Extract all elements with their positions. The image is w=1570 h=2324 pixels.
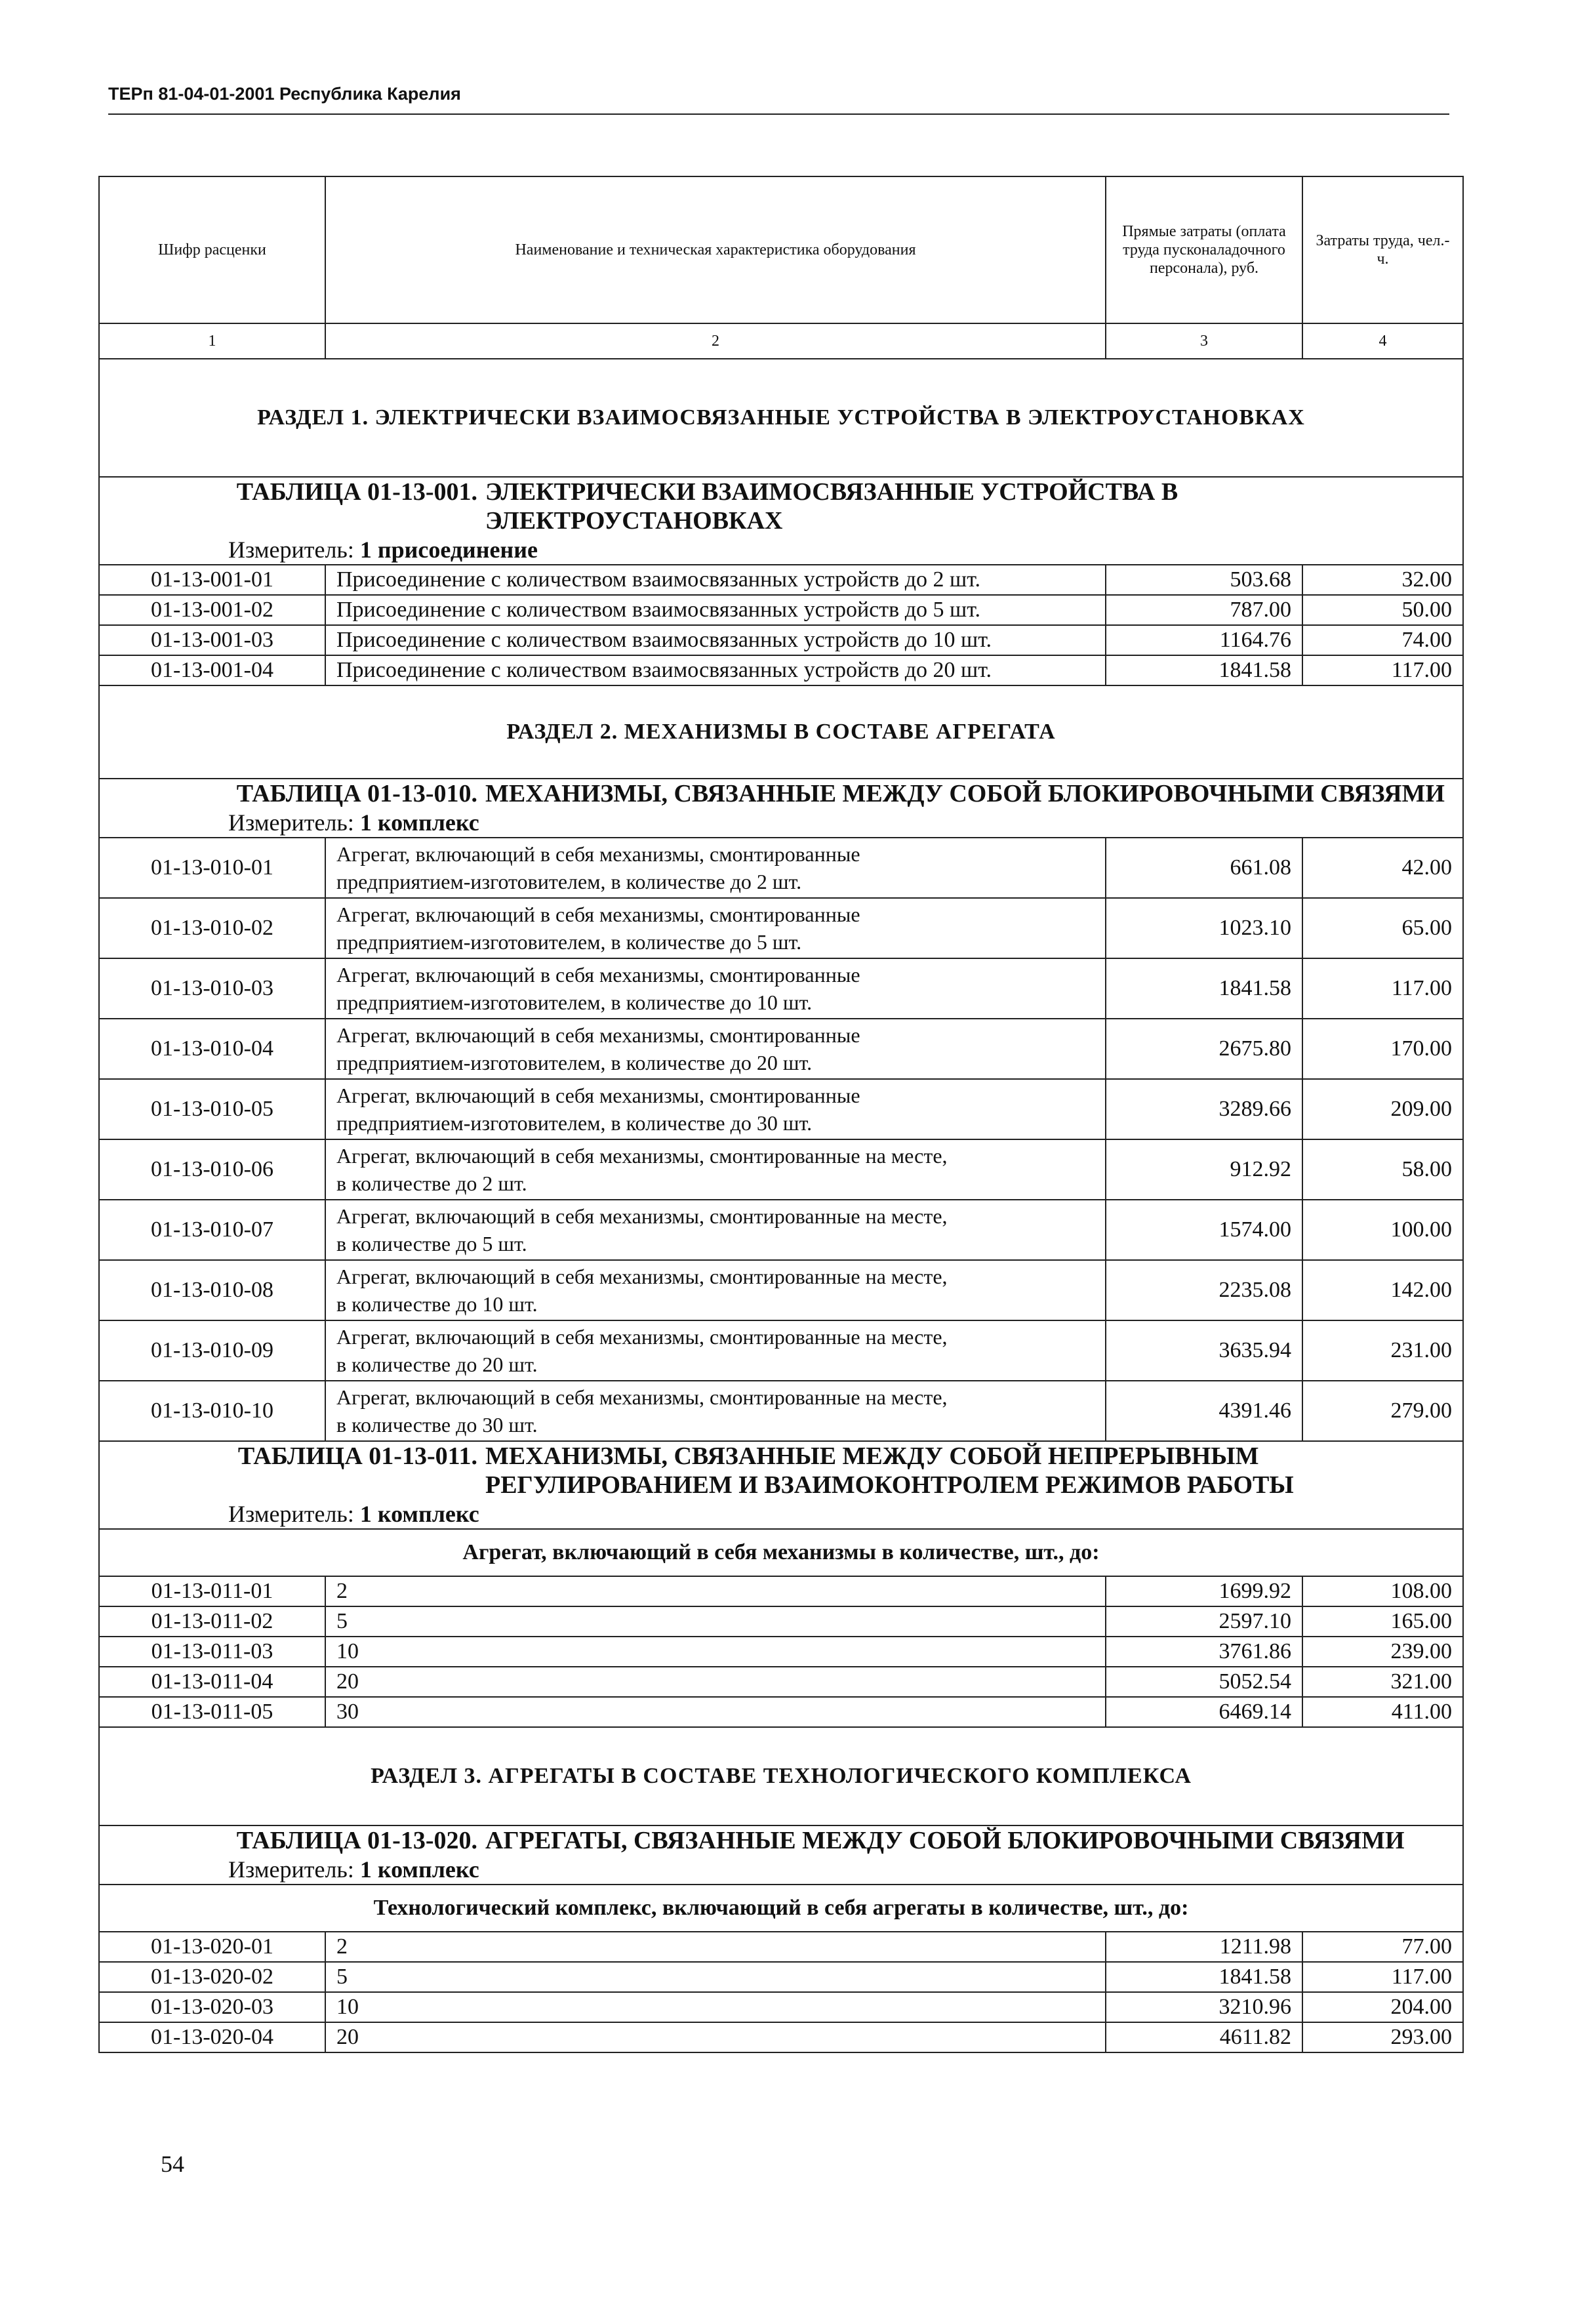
measure bbox=[110, 1855, 1452, 1884]
table-row bbox=[99, 958, 1463, 1019]
table-heading-row bbox=[99, 779, 1463, 838]
row-description: 10 bbox=[325, 1637, 1106, 1667]
page-number: 54 bbox=[161, 2151, 184, 2177]
table-title bbox=[110, 1826, 1452, 1855]
row-code: 01-13-010-05 bbox=[99, 1079, 325, 1139]
row-code: 01-13-001-03 bbox=[99, 625, 325, 655]
table-row bbox=[99, 1697, 1463, 1727]
row-code: 01-13-020-04 bbox=[99, 2022, 325, 2052]
row-description-line: Агрегат, включающий в себя механизмы, смонтированные на месте, bbox=[336, 1385, 948, 1409]
row-cost: 2597.10 bbox=[1106, 1606, 1302, 1637]
table-heading-row bbox=[99, 1825, 1463, 1885]
row-code: 01-13-011-01 bbox=[99, 1576, 325, 1606]
row-labor: 42.00 bbox=[1302, 838, 1463, 898]
row-cost: 3761.86 bbox=[1106, 1637, 1302, 1667]
row-cost: 1699.92 bbox=[1106, 1576, 1302, 1606]
measure bbox=[110, 1499, 1452, 1528]
column-number: 3 bbox=[1106, 323, 1302, 359]
row-labor: 58.00 bbox=[1302, 1139, 1463, 1200]
row-description: Присоединение с количеством взаимосвязанных устройств до 10 шт. bbox=[325, 625, 1106, 655]
table-row bbox=[99, 595, 1463, 625]
row-description: 30 bbox=[325, 1697, 1106, 1727]
row-labor: 239.00 bbox=[1302, 1637, 1463, 1667]
table-label: ТАБЛИЦА 01-13-011. bbox=[237, 1442, 477, 1470]
row-code: 01-13-010-03 bbox=[99, 958, 325, 1019]
table-row bbox=[99, 1200, 1463, 1260]
column-header-name: Наименование и техническая характеристика оборудования bbox=[325, 176, 1106, 323]
row-description: 20 bbox=[325, 1667, 1106, 1697]
table-title bbox=[110, 1442, 1452, 1499]
table-row bbox=[99, 1260, 1463, 1320]
row-labor: 411.00 bbox=[1302, 1697, 1463, 1727]
table-label: ТАБЛИЦА 01-13-020. bbox=[236, 1827, 477, 1854]
measure-value: 1 присоединение bbox=[359, 537, 538, 563]
table-row bbox=[99, 1079, 1463, 1139]
row-labor: 231.00 bbox=[1302, 1320, 1463, 1381]
table-heading-row bbox=[99, 1441, 1463, 1529]
section-title: РАЗДЕЛ 3. АГРЕГАТЫ В СОСТАВЕ ТЕХНОЛОГИЧЕСКОГО КОМПЛЕКСА bbox=[99, 1727, 1463, 1825]
row-code: 01-13-010-10 bbox=[99, 1381, 325, 1441]
row-cost: 1164.76 bbox=[1106, 625, 1302, 655]
row-code: 01-13-011-02 bbox=[99, 1606, 325, 1637]
table-row bbox=[99, 1667, 1463, 1697]
row-code: 01-13-010-09 bbox=[99, 1320, 325, 1381]
row-description-line: Агрегат, включающий в себя механизмы, смонтированные bbox=[336, 1023, 860, 1047]
row-labor: 32.00 bbox=[1302, 565, 1463, 595]
table-title bbox=[110, 478, 1452, 535]
row-labor: 65.00 bbox=[1302, 898, 1463, 958]
row-labor: 108.00 bbox=[1302, 1576, 1463, 1606]
column-header-cost: Прямые затраты (оплата труда пусконаладочного персонала), руб. bbox=[1106, 176, 1302, 323]
table-heading bbox=[99, 779, 1463, 838]
measure-value: 1 комплекс bbox=[359, 1501, 479, 1527]
row-description: Присоединение с количеством взаимосвязанных устройств до 20 шт. bbox=[325, 655, 1106, 685]
row-labor: 77.00 bbox=[1302, 1932, 1463, 1962]
row-labor: 50.00 bbox=[1302, 595, 1463, 625]
row-cost: 1841.58 bbox=[1106, 655, 1302, 685]
row-cost: 1211.98 bbox=[1106, 1932, 1302, 1962]
row-description-line: Агрегат, включающий в себя механизмы, смонтированные на месте, bbox=[336, 1265, 948, 1288]
row-code: 01-13-011-05 bbox=[99, 1697, 325, 1727]
row-labor: 165.00 bbox=[1302, 1606, 1463, 1637]
row-description-line: предприятием-изготовителем, в количестве до 2 шт. bbox=[336, 870, 802, 893]
row-description bbox=[325, 1320, 1106, 1381]
row-cost: 3210.96 bbox=[1106, 1992, 1302, 2022]
measure-value: 1 комплекс bbox=[359, 809, 479, 836]
table-row bbox=[99, 1576, 1463, 1606]
table-heading bbox=[99, 477, 1463, 565]
running-header: ТЕРп 81-04-01-2001 Республика Карелия bbox=[108, 84, 1449, 115]
row-code: 01-13-020-02 bbox=[99, 1962, 325, 1992]
row-code: 01-13-011-03 bbox=[99, 1637, 325, 1667]
row-description: 5 bbox=[325, 1962, 1106, 1992]
table-row bbox=[99, 1139, 1463, 1200]
table-row bbox=[99, 655, 1463, 685]
measure-label: Измеритель: bbox=[228, 809, 354, 836]
section-title: РАЗДЕЛ 1. ЭЛЕКТРИЧЕСКИ ВЗАИМОСВЯЗАННЫЕ УСТРОЙСТВА В ЭЛЕКТРОУСТАНОВКАХ bbox=[99, 359, 1463, 477]
row-labor: 279.00 bbox=[1302, 1381, 1463, 1441]
table-row bbox=[99, 1606, 1463, 1637]
row-description-line: Агрегат, включающий в себя механизмы, смонтированные bbox=[336, 842, 860, 866]
row-labor: 117.00 bbox=[1302, 655, 1463, 685]
row-labor: 74.00 bbox=[1302, 625, 1463, 655]
row-description-line: в количестве до 5 шт. bbox=[336, 1232, 527, 1255]
row-code: 01-13-010-02 bbox=[99, 898, 325, 958]
table-row bbox=[99, 1381, 1463, 1441]
row-code: 01-13-001-04 bbox=[99, 655, 325, 685]
row-description-line: в количестве до 10 шт. bbox=[336, 1292, 538, 1316]
row-description bbox=[325, 898, 1106, 958]
table-row bbox=[99, 838, 1463, 898]
section-row bbox=[99, 359, 1463, 477]
row-cost: 1841.58 bbox=[1106, 1962, 1302, 1992]
row-code: 01-13-010-08 bbox=[99, 1260, 325, 1320]
row-description-line: Агрегат, включающий в себя механизмы, смонтированные на месте, bbox=[336, 1204, 948, 1228]
row-description-line: Агрегат, включающий в себя механизмы, смонтированные bbox=[336, 1084, 860, 1107]
row-description bbox=[325, 838, 1106, 898]
row-labor: 204.00 bbox=[1302, 1992, 1463, 2022]
subheading-row bbox=[99, 1885, 1463, 1932]
row-labor: 209.00 bbox=[1302, 1079, 1463, 1139]
row-labor: 170.00 bbox=[1302, 1019, 1463, 1079]
row-code: 01-13-010-06 bbox=[99, 1139, 325, 1200]
table-row bbox=[99, 1962, 1463, 1992]
row-description: 20 bbox=[325, 2022, 1106, 2052]
section-row bbox=[99, 685, 1463, 779]
row-description-line: в количестве до 30 шт. bbox=[336, 1413, 538, 1437]
row-description: 10 bbox=[325, 1992, 1106, 2022]
row-code: 01-13-010-04 bbox=[99, 1019, 325, 1079]
row-cost: 6469.14 bbox=[1106, 1697, 1302, 1727]
measure-label: Измеритель: bbox=[228, 537, 354, 563]
column-header-code: Шифр расценки bbox=[99, 176, 325, 323]
row-description bbox=[325, 1200, 1106, 1260]
table-subheading: Агрегат, включающий в себя механизмы в количестве, шт., до: bbox=[99, 1529, 1463, 1576]
row-cost: 912.92 bbox=[1106, 1139, 1302, 1200]
column-header-row bbox=[99, 176, 1463, 323]
row-description: Присоединение с количеством взаимосвязанных устройств до 2 шт. bbox=[325, 565, 1106, 595]
row-description: 5 bbox=[325, 1606, 1106, 1637]
section-title: РАЗДЕЛ 2. МЕХАНИЗМЫ В СОСТАВЕ АГРЕГАТА bbox=[99, 685, 1463, 779]
row-cost: 4391.46 bbox=[1106, 1381, 1302, 1441]
table-title bbox=[110, 779, 1452, 808]
row-code: 01-13-010-07 bbox=[99, 1200, 325, 1260]
row-cost: 1574.00 bbox=[1106, 1200, 1302, 1260]
row-description-line: предприятием-изготовителем, в количестве до 5 шт. bbox=[336, 930, 802, 954]
section-row bbox=[99, 1727, 1463, 1825]
row-cost: 2235.08 bbox=[1106, 1260, 1302, 1320]
table-row bbox=[99, 1992, 1463, 2022]
row-description: 2 bbox=[325, 1932, 1106, 1962]
measure bbox=[110, 808, 1452, 837]
row-cost: 3635.94 bbox=[1106, 1320, 1302, 1381]
table-row bbox=[99, 1932, 1463, 1962]
row-description: Присоединение с количеством взаимосвязанных устройств до 5 шт. bbox=[325, 595, 1106, 625]
row-description-line: предприятием-изготовителем, в количестве до 10 шт. bbox=[336, 990, 813, 1014]
row-description-line: предприятием-изготовителем, в количестве до 20 шт. bbox=[336, 1051, 813, 1074]
row-labor: 117.00 bbox=[1302, 1962, 1463, 1992]
row-description bbox=[325, 1381, 1106, 1441]
table-row bbox=[99, 565, 1463, 595]
row-labor: 117.00 bbox=[1302, 958, 1463, 1019]
row-cost: 4611.82 bbox=[1106, 2022, 1302, 2052]
row-cost: 2675.80 bbox=[1106, 1019, 1302, 1079]
column-number-row bbox=[99, 323, 1463, 359]
column-number: 4 bbox=[1302, 323, 1463, 359]
measure-value: 1 комплекс bbox=[359, 1856, 479, 1883]
row-code: 01-13-020-03 bbox=[99, 1992, 325, 2022]
row-description-line: предприятием-изготовителем, в количестве до 30 шт. bbox=[336, 1111, 813, 1135]
table-row bbox=[99, 1019, 1463, 1079]
row-code: 01-13-001-01 bbox=[99, 565, 325, 595]
column-header-labor: Затраты труда, чел.-ч. bbox=[1302, 176, 1463, 323]
row-code: 01-13-011-04 bbox=[99, 1667, 325, 1697]
rates-table bbox=[98, 176, 1464, 2053]
table-heading bbox=[99, 1441, 1463, 1529]
row-description bbox=[325, 958, 1106, 1019]
row-description-line: в количестве до 2 шт. bbox=[336, 1172, 527, 1195]
row-code: 01-13-001-02 bbox=[99, 595, 325, 625]
table-heading-row bbox=[99, 477, 1463, 565]
row-cost: 3289.66 bbox=[1106, 1079, 1302, 1139]
row-description-line: в количестве до 20 шт. bbox=[336, 1353, 538, 1376]
table-subheading: Технологический комплекс, включающий в себя агрегаты в количестве, шт., до: bbox=[99, 1885, 1463, 1932]
measure bbox=[110, 535, 1452, 564]
measure-label: Измеритель: bbox=[228, 1856, 354, 1883]
row-description bbox=[325, 1079, 1106, 1139]
row-description-line: Агрегат, включающий в себя механизмы, смонтированные bbox=[336, 903, 860, 926]
row-description bbox=[325, 1139, 1106, 1200]
table-label: ТАБЛИЦА 01-13-001. bbox=[236, 478, 477, 506]
table-row bbox=[99, 1320, 1463, 1381]
table-heading bbox=[99, 1825, 1463, 1885]
table-name: МЕХАНИЗМЫ, СВЯЗАННЫЕ МЕЖДУ СОБОЙ НЕПРЕРЫВНЫМ РЕГУЛИРОВАНИЕМ И ВЗАИМОКОНТРОЛЕМ РЕЖИМОВ РАБОТЫ bbox=[485, 1442, 1294, 1499]
row-cost: 787.00 bbox=[1106, 595, 1302, 625]
row-description-line: Агрегат, включающий в себя механизмы, смонтированные на месте, bbox=[336, 1325, 948, 1349]
row-cost: 5052.54 bbox=[1106, 1667, 1302, 1697]
row-description bbox=[325, 1019, 1106, 1079]
table-name: ЭЛЕКТРИЧЕСКИ ВЗАИМОСВЯЗАННЫЕ УСТРОЙСТВА В ЭЛЕКТРОУСТАНОВКАХ bbox=[485, 478, 1178, 535]
row-cost: 1841.58 bbox=[1106, 958, 1302, 1019]
table-row bbox=[99, 898, 1463, 958]
row-cost: 661.08 bbox=[1106, 838, 1302, 898]
row-code: 01-13-020-01 bbox=[99, 1932, 325, 1962]
table-row bbox=[99, 1637, 1463, 1667]
row-labor: 321.00 bbox=[1302, 1667, 1463, 1697]
column-number: 2 bbox=[325, 323, 1106, 359]
row-description bbox=[325, 1260, 1106, 1320]
measure-label: Измеритель: bbox=[228, 1501, 354, 1527]
table-label: ТАБЛИЦА 01-13-010. bbox=[236, 780, 477, 807]
row-labor: 100.00 bbox=[1302, 1200, 1463, 1260]
row-cost: 503.68 bbox=[1106, 565, 1302, 595]
row-cost: 1023.10 bbox=[1106, 898, 1302, 958]
table-name: АГРЕГАТЫ, СВЯЗАННЫЕ МЕЖДУ СОБОЙ БЛОКИРОВОЧНЫМИ СВЯЗЯМИ bbox=[485, 1827, 1405, 1854]
row-code: 01-13-010-01 bbox=[99, 838, 325, 898]
table-row bbox=[99, 625, 1463, 655]
column-number: 1 bbox=[99, 323, 325, 359]
row-labor: 142.00 bbox=[1302, 1260, 1463, 1320]
table-name: МЕХАНИЗМЫ, СВЯЗАННЫЕ МЕЖДУ СОБОЙ БЛОКИРОВОЧНЫМИ СВЯЗЯМИ bbox=[485, 780, 1445, 807]
table-row bbox=[99, 2022, 1463, 2052]
row-labor: 293.00 bbox=[1302, 2022, 1463, 2052]
row-description-line: Агрегат, включающий в себя механизмы, смонтированные на месте, bbox=[336, 1144, 948, 1168]
subheading-row bbox=[99, 1529, 1463, 1576]
row-description: 2 bbox=[325, 1576, 1106, 1606]
row-description-line: Агрегат, включающий в себя механизмы, смонтированные bbox=[336, 963, 860, 987]
